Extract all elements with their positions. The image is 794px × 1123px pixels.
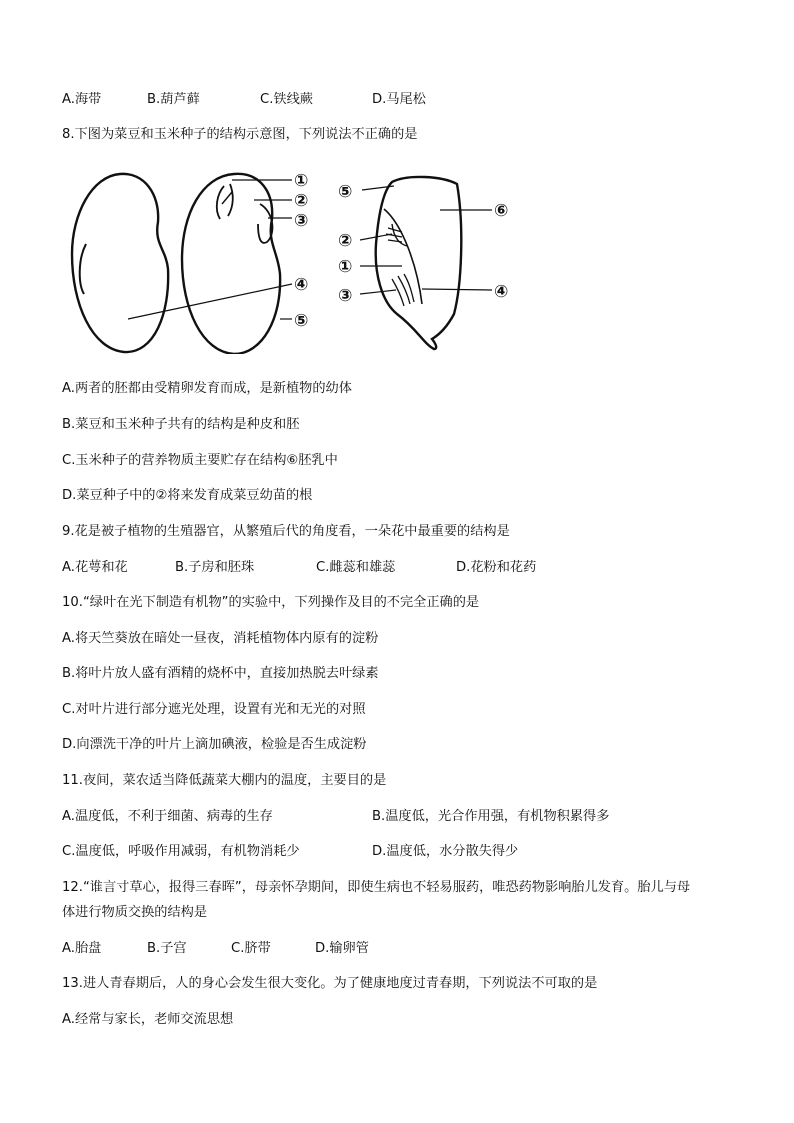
q7-option-d: D.马尾松 [372,92,426,107]
q8-option-b: B.菜豆和玉米种子共有的结构是种皮和胚 [62,417,300,432]
q8-option-c: C.玉米种子的营养物质主要贮存在结构⑥胚乳中 [62,453,338,468]
corn-label-1: ① [338,257,353,277]
bean-label-1: ① [294,171,309,191]
corn-label-3: ③ [338,286,353,306]
q13-option-a: A.经常与家长，老师交流思想 [62,1012,234,1027]
q12-option-a: A.胎盘 [62,941,102,956]
q8-option-d: D.菜豆种子中的②将来发育成菜豆幼苗的根 [62,488,313,503]
bean-pointer-lines [128,180,292,319]
corn-label-4: ④ [494,282,509,302]
q11-option-c: C.温度低，呼吸作用减弱，有机物消耗少 [62,844,300,859]
q9-option-a: A.花萼和花 [62,560,128,575]
bean-label-4: ④ [294,275,309,295]
q11-option-a: A.温度低，不利于细菌、病毒的生存 [62,809,273,824]
q9-option-d: D.花粉和花药 [456,560,537,575]
q12-option-b: B.子宫 [147,941,187,956]
q11-stem: 11.夜间，菜农适当降低蔬菜大棚内的温度，主要目的是 [62,773,387,788]
corn-seed-section [376,177,462,349]
bean-seed-section [182,174,280,354]
q12-option-d: D.输卵管 [315,941,369,956]
bean-label-2: ② [294,191,309,211]
q9-stem: 9.花是被子植物的生殖器官，从繁殖后代的角度看，一朵花中最重要的结构是 [62,524,510,539]
q7-option-a: A.海带 [62,92,102,107]
q10-option-a: A.将天竺葵放在暗处一昼夜，消耗植物体内原有的淀粉 [62,631,379,646]
seed-structure-figure [62,164,522,354]
corn-pointer-lines [360,186,492,294]
q9-option-c: C.雌蕊和雄蕊 [316,560,396,575]
q10-option-d: D.向漂洗干净的叶片上滴加碘液，检验是否生成淀粉 [62,737,367,752]
q11-option-d: D.温度低，水分散失得少 [372,844,519,859]
q11-option-b: B.温度低，光合作用强，有机物积累得多 [372,809,610,824]
q7-option-b: B.葫芦藓 [147,92,200,107]
corn-label-5: ⑤ [338,182,353,202]
q10-stem: 10.“绿叶在光下制造有机物”的实验中，下列操作及目的不完全正确的是 [62,595,480,610]
bean-label-3: ③ [294,211,309,231]
q12-stem-line1: 12.“谁言寸草心，报得三春晖”，母亲怀孕期间，即使生病也不轻易服药，唯恐药物影响胎儿发育。胎儿与母 [62,880,691,895]
corn-label-2: ② [338,231,353,251]
q12-stem-line2: 体进行物质交换的结构是 [62,905,208,920]
q7-option-c: C.铁线蕨 [260,92,313,107]
corn-label-6: ⑥ [494,201,509,221]
bean-seed-outline [72,174,168,352]
bean-label-5: ⑤ [294,311,309,331]
q13-stem: 13.进人青春期后，人的身心会发生很大变化。为了健康地度过青春期，下列说法不可取的是 [62,976,598,991]
q8-option-a: A.两者的胚都由受精卵发育而成，是新植物的幼体 [62,381,352,396]
q8-stem: 8.下图为菜豆和玉米种子的结构示意图，下列说法不正确的是 [62,127,418,142]
q10-option-b: B.将叶片放人盛有酒精的烧杯中，直接加热脱去叶绿素 [62,666,379,681]
q12-option-c: C.脐带 [231,941,271,956]
q10-option-c: C.对叶片进行部分遮光处理，设置有光和无光的对照 [62,702,366,717]
q9-option-b: B.子房和胚珠 [175,560,255,575]
